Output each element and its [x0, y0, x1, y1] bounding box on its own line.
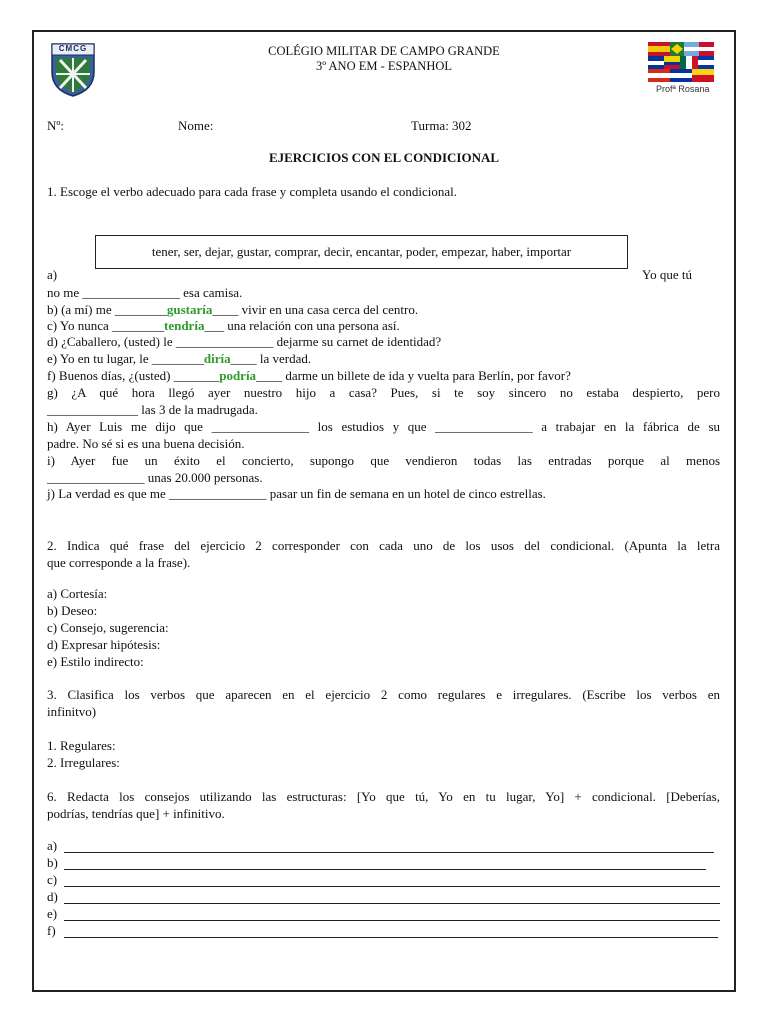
item-c — [47, 318, 400, 334]
item-c-answer: tendría — [164, 318, 205, 333]
answer-line[interactable] — [64, 869, 706, 870]
item-f-post: ____ darme un billete de ida y vuelta para Berlín, por favor? — [256, 368, 571, 383]
item-i-line2: _______________ unas 20.000 personas. — [47, 470, 263, 485]
exercise2-item: a) Cortesía: — [47, 586, 108, 601]
answer-line-label: a) — [47, 838, 58, 853]
class-label: Turma: 302 — [411, 118, 472, 133]
name-label: Nome: — [178, 118, 214, 133]
item-b-post: ____ vivir en una casa cerca del centro. — [212, 302, 419, 317]
item-e-post: ____ la verdad. — [230, 351, 312, 366]
item-e-pre: e) Yo en tu lugar, le ________ — [47, 351, 204, 366]
item-e-answer: diría — [203, 351, 231, 366]
item-d: d) ¿Caballero, (usted) le _______________ dejarme su carnet de identidad? — [47, 334, 442, 349]
item-f-pre: f) Buenos días, ¿(usted) _______ — [47, 368, 220, 383]
item-c-post: ___ una relación con una persona así. — [204, 318, 400, 333]
exercise1-instruction: 1. Escoge el verbo adecuado para cada frase y completa usando el condicional. — [47, 184, 458, 199]
exercise3-instruction-line2: infinitvo) — [47, 704, 97, 719]
item-a-label: a) — [47, 267, 58, 282]
course-name: 3º ANO EM - ESPANHOL — [315, 59, 453, 73]
exercise6-instruction-line2: podrías, tendrías que] + infinitivo. — [47, 806, 225, 821]
answer-line-label: d) — [47, 889, 58, 904]
item-b — [47, 302, 418, 318]
answer-line-label: e) — [47, 906, 58, 921]
exercise6-instruction-line1: 6. Redacta los consejos utilizando las estructuras: [Yo que tú, Yo en tu lugar, Yo] + condicional. [Deberías, — [47, 789, 720, 804]
item-j: j) La verdad es que me _______________ pasar un fin de semana en un hotel de cinco estrellas. — [47, 486, 546, 501]
item-c-pre: c) Yo nunca ________ — [47, 318, 164, 333]
answer-line-label: c) — [47, 872, 58, 887]
item-g-line2: ______________ las 3 de la madrugada. — [47, 402, 258, 417]
item-h-line2: padre. No sé si es una buena decisión. — [47, 436, 245, 451]
item-b-answer: gustaría — [166, 302, 213, 317]
answer-line[interactable] — [64, 903, 720, 904]
exercise2-item: c) Consejo, sugerencia: — [47, 620, 169, 635]
flags-logo — [648, 42, 714, 82]
item-f — [47, 368, 571, 384]
answer-line-label: f) — [47, 923, 56, 938]
exercise2-instruction-line2: que corresponde a la frase). — [47, 555, 191, 570]
item-f-answer: podría — [219, 368, 257, 383]
item-b-pre: b) (a mí) me ________ — [47, 302, 167, 317]
teacher-name: Profª Rosana — [656, 84, 710, 94]
exercise3-instruction-line1: 3. Clasifica los verbos que aparecen en el ejercicio 2 como regulares e irregulares. (Escribe los verbos en — [47, 687, 720, 702]
item-h-line1: h) Ayer Luis me dijo que _______________ los estudios y que _______________ a trabajar en la fábrica de su — [47, 419, 720, 434]
item-a-right: Yo que tú — [642, 267, 692, 282]
exercise2-item: e) Estilo indirecto: — [47, 654, 144, 669]
answer-line[interactable] — [64, 937, 718, 938]
answer-line[interactable] — [64, 852, 714, 853]
item-g-line1: g) ¿A qué hora llegó ayer nuestro hijo a casa? Pues, si te soy sincero no estaba despierto, pero — [47, 385, 720, 400]
item-e — [47, 351, 311, 367]
item-i-line1: i) Ayer fue un éxito el concierto, supongo que vendieron todas las entradas porque al menos — [47, 453, 720, 468]
worksheet-title: EJERCICIOS CON EL CONDICIONAL — [268, 150, 500, 165]
answer-line[interactable] — [64, 886, 720, 887]
word-bank-text: tener, ser, dejar, gustar, comprar, decir, encantar, poder, empezar, haber, importar — [151, 244, 572, 259]
logo-lettering: CMCG — [58, 44, 88, 53]
exercise2-instruction-line1: 2. Indica qué frase del ejercicio 2 corresponder con cada uno de los usos del condicional. (Apunta la letra — [47, 538, 720, 553]
school-name: COLÉGIO MILITAR DE CAMPO GRANDE — [268, 44, 500, 58]
exercise2-item: d) Expresar hipótesis: — [47, 637, 161, 652]
item-a-line2: no me _______________ esa camisa. — [47, 285, 243, 300]
page-border — [32, 30, 736, 992]
exercise2-item: b) Deseo: — [47, 603, 98, 618]
exercise3-item: 2. Irregulares: — [47, 755, 120, 770]
word-bank-box — [95, 235, 628, 269]
exercise3-item: 1. Regulares: — [47, 738, 116, 753]
answer-line[interactable] — [64, 920, 720, 921]
number-label: Nº: — [47, 118, 65, 133]
answer-line-label: b) — [47, 855, 58, 870]
